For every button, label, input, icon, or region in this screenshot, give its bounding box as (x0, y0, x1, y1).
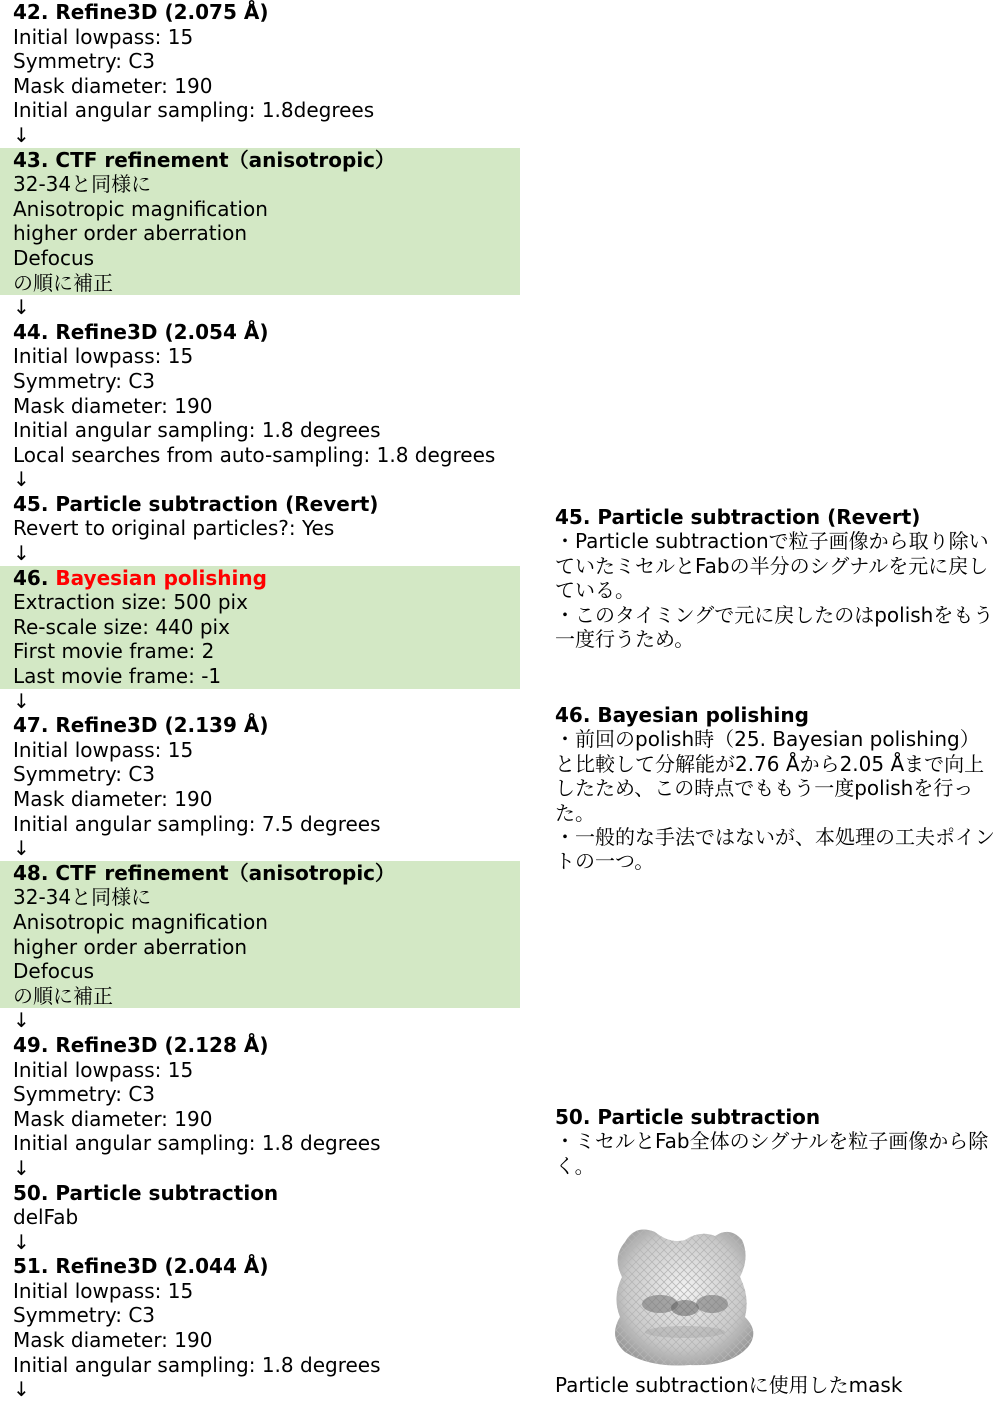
down-arrow-icon: ↓ (13, 122, 30, 147)
step-title-text: Refine3D (2.044 Å) (55, 1254, 269, 1279)
step-param: Anisotropic magnification (13, 909, 268, 934)
step-title (13, 713, 520, 738)
step-number: 42. (13, 0, 49, 24)
down-arrow-icon: ↓ (13, 1229, 30, 1254)
step-param: Initial angular sampling: 1.8degrees (13, 98, 375, 123)
step-title (13, 0, 520, 25)
step-param: 32-34と同様に (13, 885, 152, 910)
step-param: Defocus (13, 245, 95, 270)
step-number: 49. (13, 1032, 49, 1057)
step-param: Last movie frame: -1 (13, 664, 222, 689)
note-title: 46. Bayesian polishing (555, 703, 809, 727)
step-title (13, 148, 520, 173)
step-51 (0, 1254, 520, 1377)
step-title-text: Refine3D (2.139 Å) (55, 713, 269, 738)
down-arrow-icon: ↓ (13, 1377, 30, 1402)
step-param: 32-34と同様に (13, 172, 152, 197)
step-title-text: CTF refinement（anisotropic） (55, 147, 396, 172)
step-param: Initial lowpass: 15 (13, 344, 194, 369)
step-title (13, 1181, 520, 1206)
step-param: Initial lowpass: 15 (13, 737, 194, 762)
step-param: Defocus (13, 959, 95, 984)
step-param: higher order aberration (13, 934, 248, 959)
step-title (13, 566, 520, 591)
step-param: Anisotropic magnification (13, 196, 268, 221)
note-bayesian-polishing (555, 703, 995, 874)
note-title: 50. Particle subtraction (555, 1105, 821, 1129)
step-number: 50. (13, 1180, 49, 1205)
step-49 (0, 1033, 520, 1156)
down-arrow-icon: ↓ (13, 295, 30, 320)
step-param: Initial angular sampling: 1.8 degrees (13, 1352, 381, 1377)
note-line: ・ミセルとFab全体のシグナルを粒子画像から除く。 (555, 1129, 989, 1178)
step-param: Revert to original particles?: Yes (13, 516, 335, 541)
step-title (13, 320, 520, 345)
step-number: 47. (13, 713, 49, 738)
step-param: Mask diameter: 190 (13, 1328, 213, 1353)
down-arrow-icon: ↓ (13, 467, 30, 492)
step-param: First movie frame: 2 (13, 639, 215, 664)
step-number: 51. (13, 1254, 49, 1279)
note-line: ・このタイミングで元に戻したのはpolishをもう一度行うため。 (555, 602, 994, 652)
step-number: 48. (13, 860, 49, 885)
down-arrow-icon: ↓ (13, 541, 30, 566)
step-42 (0, 0, 520, 123)
note-particle-subtraction-revert (555, 505, 995, 651)
step-title (13, 1254, 520, 1279)
step-param: Local searches from auto-sampling: 1.8 degrees (13, 442, 496, 467)
step-param: Initial lowpass: 15 (13, 1057, 194, 1082)
down-arrow-icon: ↓ (13, 688, 30, 713)
mask-caption: Particle subtractionに使用したmask (555, 1373, 903, 1397)
step-param: Re-scale size: 440 pix (13, 614, 230, 639)
mask-volume-graphic (600, 1222, 770, 1372)
step-45 (0, 492, 520, 541)
step-number: 43. (13, 147, 49, 172)
step-title (13, 492, 520, 517)
step-param: Symmetry: C3 (13, 1082, 156, 1107)
step-param: Symmetry: C3 (13, 49, 156, 74)
step-number: 46. (13, 565, 49, 590)
step-param: Extraction size: 500 pix (13, 590, 248, 615)
step-title (13, 1033, 520, 1058)
step-param: Mask diameter: 190 (13, 1106, 213, 1131)
step-46 (0, 566, 520, 689)
step-title-text: Particle subtraction (Revert) (55, 491, 379, 516)
step-number: 44. (13, 319, 49, 344)
note-line: ・前回のpolish時（25. Bayesian polishing）と比較して分解能が2.76 Åから2.05 Åまで向上したため、この時点でももう一度polishを行った。 (555, 727, 985, 825)
step-title-text: Refine3D (2.128 Å) (55, 1032, 269, 1057)
step-number: 45. (13, 491, 49, 516)
step-param: の順に補正 (13, 270, 113, 295)
step-param: Initial lowpass: 15 (13, 24, 194, 49)
step-47 (0, 713, 520, 836)
step-title-text: CTF refinement（anisotropic） (55, 860, 396, 885)
step-50 (0, 1181, 520, 1230)
step-param: の順に補正 (13, 983, 113, 1008)
step-param: Symmetry: C3 (13, 368, 156, 393)
note-line: ・一般的な手法ではないが、本処理の工夫ポイントの一つ。 (555, 825, 995, 874)
note-title: 45. Particle subtraction (Revert) (555, 505, 921, 529)
step-param: Initial angular sampling: 1.8 degrees (13, 418, 381, 443)
step-param: Initial angular sampling: 7.5 degrees (13, 811, 381, 836)
step-param: Mask diameter: 190 (13, 393, 213, 418)
down-arrow-icon: ↓ (13, 836, 30, 861)
down-arrow-icon: ↓ (13, 1155, 30, 1180)
step-title-text: Particle subtraction (55, 1180, 279, 1205)
note-particle-subtraction (555, 1105, 995, 1178)
step-title-text: Refine3D (2.075 Å) (55, 0, 269, 24)
step-43 (0, 148, 520, 296)
step-title-text: Bayesian polishing (55, 565, 267, 590)
step-param: Mask diameter: 190 (13, 787, 213, 811)
step-title-text: Refine3D (2.054 Å) (55, 319, 269, 344)
step-44 (0, 320, 520, 468)
step-48 (0, 861, 520, 1009)
step-param: higher order aberration (13, 221, 248, 246)
step-param: Initial lowpass: 15 (13, 1278, 194, 1303)
step-param: Mask diameter: 190 (13, 73, 213, 98)
down-arrow-icon: ↓ (13, 1008, 30, 1033)
note-line: ・Particle subtractionで粒子画像から取り除いていたミセルとFabの半分のシグナルを元に戻している。 (555, 529, 989, 603)
step-param: Symmetry: C3 (13, 762, 156, 787)
mask-volume-icon (600, 1222, 770, 1372)
step-param: delFab (13, 1205, 79, 1230)
step-title (13, 861, 520, 886)
step-param: Initial angular sampling: 1.8 degrees (13, 1131, 381, 1156)
step-param: Symmetry: C3 (13, 1303, 156, 1328)
